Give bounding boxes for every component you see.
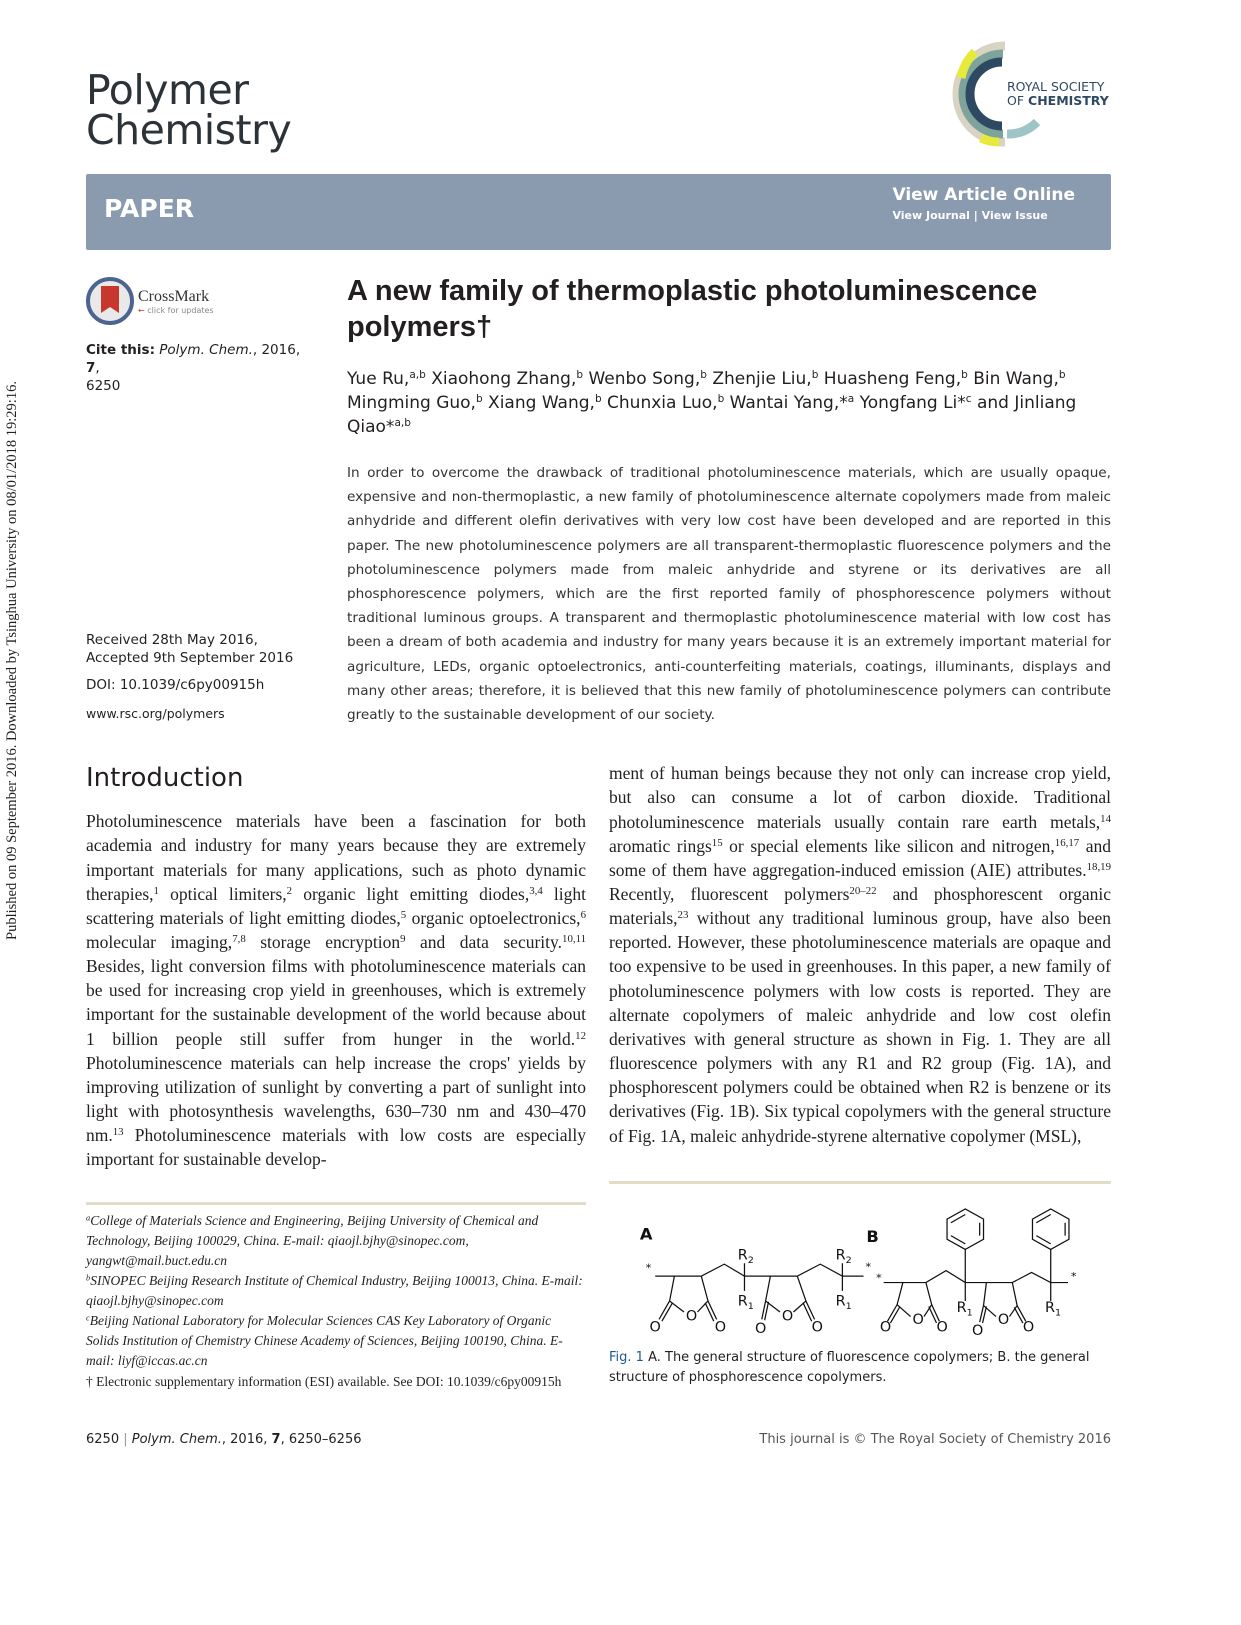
oxygen-label: O (714, 1319, 727, 1335)
superscript: 13 (112, 1126, 124, 1139)
superscript: a,b (409, 369, 426, 382)
journal-title-line1: Polymer (86, 66, 249, 114)
arrow-left-icon: ← (138, 305, 145, 315)
caption-text: A. The general structure of fluorescence copolymers; B. the general structure of phosphorescence copolymers. (609, 1349, 1090, 1385)
link-separator: | (973, 209, 978, 222)
cite-comma: , (95, 360, 100, 376)
abstract: In order to overcome the drawback of traditional photoluminescence materials, which are usually opaque, expensive and non-thermoplastic, a new family of photoluminescence alternate copolymers made from maleic anhydride and different olefin derivatives with very low cost have been developed and are reported in this paper. The new photoluminescence polymers are all transparent-thermoplastic fluorescence polymers and the photoluminescence polymers made from maleic anhydride and styrene or its derivatives are all phosphorescence polymers, which are the first reported family of phosphorescence polymers without traditional luminous groups. A transparent and thermoplastic photoluminescence material with low cost has been a dream of both academia and industry for many years because it is an extremely important material for agriculture, LEDs, organic optoelectronics, anti-counterfeiting materials, coatings, illuminants, displays and many other areas; therefore, it is believed that this new family of photoluminescence polymers can contribute greatly to the sustainable development of our society. (347, 465, 1111, 724)
view-issue-link[interactable]: View Issue (981, 209, 1048, 222)
superscript: 10,11 (562, 933, 587, 946)
text-run: Xiang Wang, (482, 393, 595, 413)
figure-1-structures (600, 1184, 1140, 1344)
logo-text-line1: ROYAL SOCIETY (1007, 79, 1105, 94)
footnote-mark: c (86, 1312, 90, 1322)
text-run: optical limiters, (158, 883, 287, 904)
view-sub-links (892, 209, 1075, 222)
superscript: b (1058, 369, 1066, 382)
superscript: b (717, 393, 725, 406)
cite-volume: 7 (86, 360, 96, 376)
logo-text-line2 (1007, 93, 1110, 108)
section-heading-introduction: Introduction (86, 763, 244, 794)
body-column-right (609, 761, 1111, 1148)
oxygen-label: O (811, 1319, 824, 1335)
oxygen-label: O (912, 1311, 924, 1328)
oxygen-label: O (879, 1319, 892, 1335)
figure-caption (609, 1348, 1111, 1388)
crossmark-sub: click for updates (147, 305, 214, 315)
superscript: 15 (711, 836, 723, 849)
oxygen-label: O (1022, 1319, 1035, 1335)
oxygen-label: O (755, 1321, 767, 1337)
text-run: and data security. (405, 932, 563, 953)
text-run: Yongfang Li* (854, 393, 966, 413)
r1-label: $R_1$ (1044, 1299, 1062, 1319)
text-run: Photoluminescence materials can help increase the crops' yields by improving utilization of sunlight by converting a part of sunlight into light with photosynthesis wavelengths, 630–730 nm and 430–470 nm. (86, 1052, 586, 1146)
oxygen-label: O (685, 1308, 698, 1324)
superscript: b (811, 369, 819, 382)
footnote-b (86, 1271, 586, 1311)
text-run: Huasheng Feng, (818, 369, 962, 389)
structure-bonds (655, 1209, 1069, 1323)
text-run: Photoluminescence materials with low costs are especially important for sustainable develop- (86, 1125, 586, 1170)
r2-label: $R_2$ (737, 1247, 754, 1266)
superscript: b (594, 393, 602, 406)
footnote-mark: b (86, 1272, 91, 1282)
text-run: storage encryption (245, 932, 401, 953)
superscript: 23 (677, 909, 689, 922)
page-number: 6250 (86, 1431, 120, 1447)
accepted-date: Accepted 9th September 2016 (86, 650, 294, 667)
front-matter (86, 273, 1111, 727)
article-sidebar (86, 273, 347, 727)
oxygen-label: O (972, 1322, 984, 1339)
text-run: Besides, light conversion films with photoluminescence materials can be used for increasing crop yield in greenhouses, which is extremely important for the sustainable development of the world because about 1 billion people still suffer from hunger in the world. (86, 956, 586, 1049)
cite-label: Cite this: (86, 342, 155, 358)
text-run: Recently, fluorescent polymers (609, 884, 850, 905)
view-journal-link[interactable]: View Journal (892, 209, 970, 222)
cite-page: 6250 (86, 378, 121, 394)
crossmark-label: CrossMark (138, 287, 210, 305)
end-star: * (645, 1261, 652, 1275)
article-banner (86, 174, 1111, 250)
superscript: 9 (400, 933, 406, 946)
oxygen-label: O (936, 1319, 948, 1335)
superscript: a (847, 393, 855, 406)
superscript: b (961, 369, 968, 382)
footnote-text: College of Materials Science and Engineering, Beijing University of Chemical and Technology, Beijing 100029, China. E-mail: qiaojl.bjhy@sinopec.com, yangwt@mail.buct.edu.cn (86, 1212, 539, 1268)
footnote-c (86, 1311, 586, 1371)
view-links (892, 185, 1075, 222)
text-run: Bin Wang, (967, 369, 1059, 389)
superscript: 20–22 (849, 885, 877, 898)
footnote-text: Beijing National Laboratory for Molecular Sciences CAS Key Laboratory of Organic Solids Institution of Chemistry Chinese Academy of Sciences, Beijing 100190, China. E-mail: liyf@iccas.ac.cn (86, 1312, 563, 1368)
crossmark-icon (86, 277, 134, 325)
view-article-online-link[interactable]: View Article Online (892, 185, 1075, 205)
superscript: 2 (286, 884, 293, 897)
footnote-text: SINOPEC Beijing Research Institute of Chemical Industry, Beijing 100013, China. E-mail: qiaojl.bjhy@sinopec.com (86, 1272, 583, 1308)
r2-label: $R_2$ (835, 1247, 852, 1266)
caption-label: Fig. 1 (609, 1349, 644, 1365)
footer-journal: Polym. Chem. (131, 1431, 222, 1447)
r1-label: $R_1$ (835, 1293, 852, 1312)
affiliation-footnotes (86, 1211, 586, 1392)
text-run: Wantai Yang,* (724, 393, 848, 413)
superscript: a,b (394, 417, 411, 430)
logo-text-of: OF (1007, 93, 1029, 108)
article-content (86, 273, 1111, 1447)
footer-pages: , 6250–6256 (280, 1431, 362, 1447)
text-run: molecular imaging, (86, 932, 233, 953)
journal-title (86, 66, 292, 154)
superscript: 3,4 (529, 884, 543, 897)
doi[interactable]: DOI: 10.1039/c6py00915h (86, 677, 265, 694)
cite-year: , 2016, (252, 342, 301, 358)
r1-label: $R_1$ (956, 1299, 973, 1319)
text-run: organic optoelectronics, (406, 907, 581, 928)
page-footer (86, 1432, 1111, 1447)
text-run: organic light emitting diodes, (292, 883, 530, 904)
received-date: Received 28th May 2016, (86, 632, 258, 649)
article-body (86, 761, 1111, 1391)
oxygen-label: O (997, 1311, 1010, 1328)
superscript: 14 (1100, 812, 1111, 825)
text-run: or special elements like silicon and nitrogen, (722, 835, 1055, 856)
superscript: b (576, 369, 584, 382)
superscript: 5 (400, 908, 407, 921)
footnote-divider (86, 1202, 586, 1205)
right-column (609, 761, 1111, 1391)
oxygen-label: O (781, 1308, 794, 1324)
text-run: Chunxia Luo, (601, 393, 718, 413)
article-meta (86, 631, 326, 727)
text-run: and phosphorescent organic materials, (609, 884, 1111, 929)
left-column (86, 761, 586, 1391)
panel-label-a: A (639, 1224, 653, 1243)
text-run: aromatic rings (609, 835, 712, 856)
superscript: 7,8 (232, 933, 246, 946)
royal-society-of-chemistry-logo (945, 38, 1115, 148)
superscript: c (965, 393, 972, 406)
superscript: 1 (153, 884, 159, 897)
footnote-a (86, 1211, 586, 1271)
article-type-label: PAPER (104, 194, 195, 223)
text-run: light scattering materials of light emitting diodes, (86, 883, 586, 928)
copyright-notice: This journal is © The Royal Society of Chemistry 2016 (759, 1431, 1111, 1447)
superscript: 18,19 (1086, 860, 1111, 873)
citation-info (86, 341, 316, 395)
journal-url-link[interactable]: www.rsc.org/polymers (86, 706, 225, 722)
cite-journal: Polym. Chem. (159, 342, 253, 358)
text-run: Zhenjie Liu, (706, 369, 812, 389)
superscript: 16,17 (1054, 836, 1080, 849)
superscript: 6 (580, 908, 586, 921)
footer-volume: 7 (271, 1431, 281, 1447)
end-star: * (876, 1271, 882, 1285)
article-head (347, 273, 1111, 727)
text-run: Xiaohong Zhang, (425, 369, 577, 389)
page-footer-citation (86, 1432, 362, 1447)
footer-sep: | (119, 1431, 132, 1447)
text-run: ment of human beings because they not only can increase crop yield, but also can consume a lot of carbon dioxide. Traditional photoluminescence materials usually contain rare earth metals, (609, 763, 1111, 832)
text-run: Yue Ru, (347, 369, 410, 389)
superscript: b (700, 369, 707, 382)
author-list (347, 367, 1111, 439)
end-star: * (1070, 1269, 1077, 1283)
journal-title-line2: Chemistry (86, 106, 292, 154)
body-column-left (86, 809, 586, 1171)
crossmark-badge[interactable] (86, 277, 347, 325)
footer-year: , 2016, (221, 1431, 272, 1447)
r1-label: $R_1$ (737, 1293, 754, 1312)
end-star: * (865, 1260, 872, 1274)
text-run: and some of them have aggregation-induced emission (AIE) attributes. (609, 835, 1111, 880)
panel-label-b: B (866, 1227, 879, 1246)
text-run: without any traditional luminous group, have also been reported. However, these photoluminescence materials are opaque and too expensive to be used in greenhouses. In this paper, a new family of photoluminescence polymers with low costs is reported. They are alternate copolymers of maleic anhydride and low cost olefin derivatives with general structure as shown in Fig. 1. They are all fluorescence polymers with any R1 and R2 group (Fig. 1A), and phosphorescent polymers could be obtained when R2 is benzene or its derivatives (Fig. 1B). Six typical copolymers with the general structure of Fig. 1A, maleic anhydride-styrene alternative copolymer (MSL), (609, 908, 1111, 1146)
text-run: Photoluminescence materials have been a fascination for both academia and industry for many years because they are extremely important materials for many applications, such as photo dynamic therapies, (86, 811, 586, 904)
superscript: 12 (575, 1029, 586, 1042)
article-title: A new family of thermoplastic photoluminescence polymers† (347, 275, 1038, 343)
oxygen-label: O (649, 1319, 661, 1335)
text-run: and Jinliang Qiao* (347, 393, 1077, 437)
logo-text-chemistry: CHEMISTRY (1028, 93, 1109, 108)
superscript: b (475, 393, 483, 406)
footnote-mark: a (86, 1212, 91, 1222)
text-run: Wenbo Song, (583, 369, 701, 389)
text-run: Mingming Guo, (347, 393, 476, 413)
download-notice: Published on 09 September 2016. Downloaded by Tsinghua University on 08/01/2018 19:29:16. (4, 381, 20, 940)
esi-footnote: † Electronic supplementary information (ESI) available. See DOI: 10.1039/c6py00915h (86, 1373, 562, 1389)
